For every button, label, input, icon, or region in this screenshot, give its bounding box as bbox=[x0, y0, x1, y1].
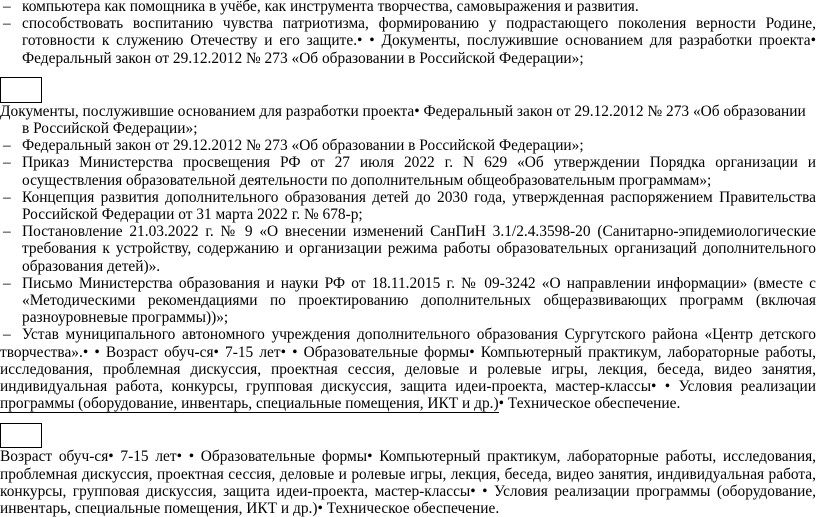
list-item bbox=[0, 137, 816, 154]
list-item-text: Концепция развития дополнительного образования детей до 2030 года, утвержденная распоряжением Правительства Российской Федерации от 31 марта 2022 г. № 678-р; bbox=[22, 188, 816, 224]
list-dash: – bbox=[3, 326, 11, 344]
list-item bbox=[0, 15, 816, 67]
list-item-text: Устав муниципального автономного учреждения дополнительного образования Сургутского района «Центр детского творчества».• • Возраст обуч-ся• 7-15 лет• • Образовательные формы• Компьютерный практикум, лабораторные работы, исследования, проблемная дискуссия, проектная сессия, деловые и ролевые игры, лекция, беседа, видео занятия, индивидуальная работа, конкурсы, групповая дискуссия, защита идеи-проекта, мастер-классы• • Условия реализации bbox=[0, 326, 816, 396]
list-dash: – bbox=[3, 15, 11, 33]
list-dash: – bbox=[3, 137, 11, 155]
list-item-text: способствовать воспитанию чувства патриотизма, формированию у подрастающего поколения верности Родине, готовности к служению Отечеству и его защите.• • Документы, послужившие основанием для разработки проекта• Федеральный закон от 29.12.2012 № 273 «Об образовании в Российской Федерации»; bbox=[22, 15, 816, 67]
list-dash: – bbox=[3, 274, 11, 292]
age-paragraph bbox=[0, 448, 816, 517]
list-item bbox=[0, 275, 816, 327]
list-item-text: Приказ Министерства просвещения РФ от 27 июля 2022 г. N 629 «Об утверждении Порядка организации и осуществления образовательной деятельности по дополнительным общеобразовательным программам»; bbox=[22, 154, 816, 189]
documents-lead: Документы, послужившие основанием для разработки проекта• Федеральный закон от 29.12.2012 № 273 «Об образовании bbox=[0, 102, 806, 120]
empty-box bbox=[0, 423, 42, 448]
list-item-text: Постановление 21.03.2022 г. № 9 «О внесении изменений СанПиН 3.1/2.4.3598-20 (Санитарно-эпидемиологические требования к устройству, содержанию и организации режима работы образовательных организаций дополнительного образования детей)». bbox=[22, 223, 816, 275]
list-item bbox=[0, 326, 816, 412]
empty-box bbox=[0, 77, 42, 103]
list-dash: – bbox=[3, 223, 11, 241]
list-item-text: Федеральный закон от 29.12.2012 № 273 «Об образовании в Российской Федерации»; bbox=[22, 137, 584, 155]
list-dash: – bbox=[3, 154, 11, 172]
documents-lead-continuation: в Российской Федерации»; bbox=[22, 120, 198, 138]
list-item bbox=[0, 0, 816, 15]
list-item bbox=[0, 154, 816, 188]
underlined-text: программы (оборудование, инвентарь, специальные помещения, ИКТ и др.) bbox=[0, 395, 499, 413]
list-item bbox=[0, 189, 816, 223]
list-item-text: Письмо Министерства образования и науки РФ от 18.11.2015 г. № 09-3242 «О направлении информации» (вместе с «Методическими рекомендациями по проектированию дополнительных общеразвивающих программ (включая разноуровневые программы))»; bbox=[22, 274, 816, 327]
list-item bbox=[0, 223, 816, 275]
list-item-text: компьютера как помощника в учёбе, как инструмента творчества, самовыражения и развития. bbox=[22, 0, 639, 15]
list-dash: – bbox=[3, 188, 11, 206]
documents-paragraph bbox=[0, 103, 816, 137]
list-dash: – bbox=[3, 0, 11, 15]
age-paragraph-text: Возраст обуч-ся• 7-15 лет• • Образовательные формы• Компьютерный практикум, лабораторные работы, исследования, проблемная дискуссия, проектная сессия, деловые и ролевые игры, лекция, беседа, видео занятия, индивидуальная работа, конкурсы, групповая дискуссия, защита идеи-проекта, мастер-классы• • Условия реализации программы (оборудование, инвентарь, специальные помещения, ИКТ и др.)• Техническое обеспечение. bbox=[0, 448, 816, 517]
list-item-text-end: • Техническое обеспечение. bbox=[498, 395, 681, 413]
